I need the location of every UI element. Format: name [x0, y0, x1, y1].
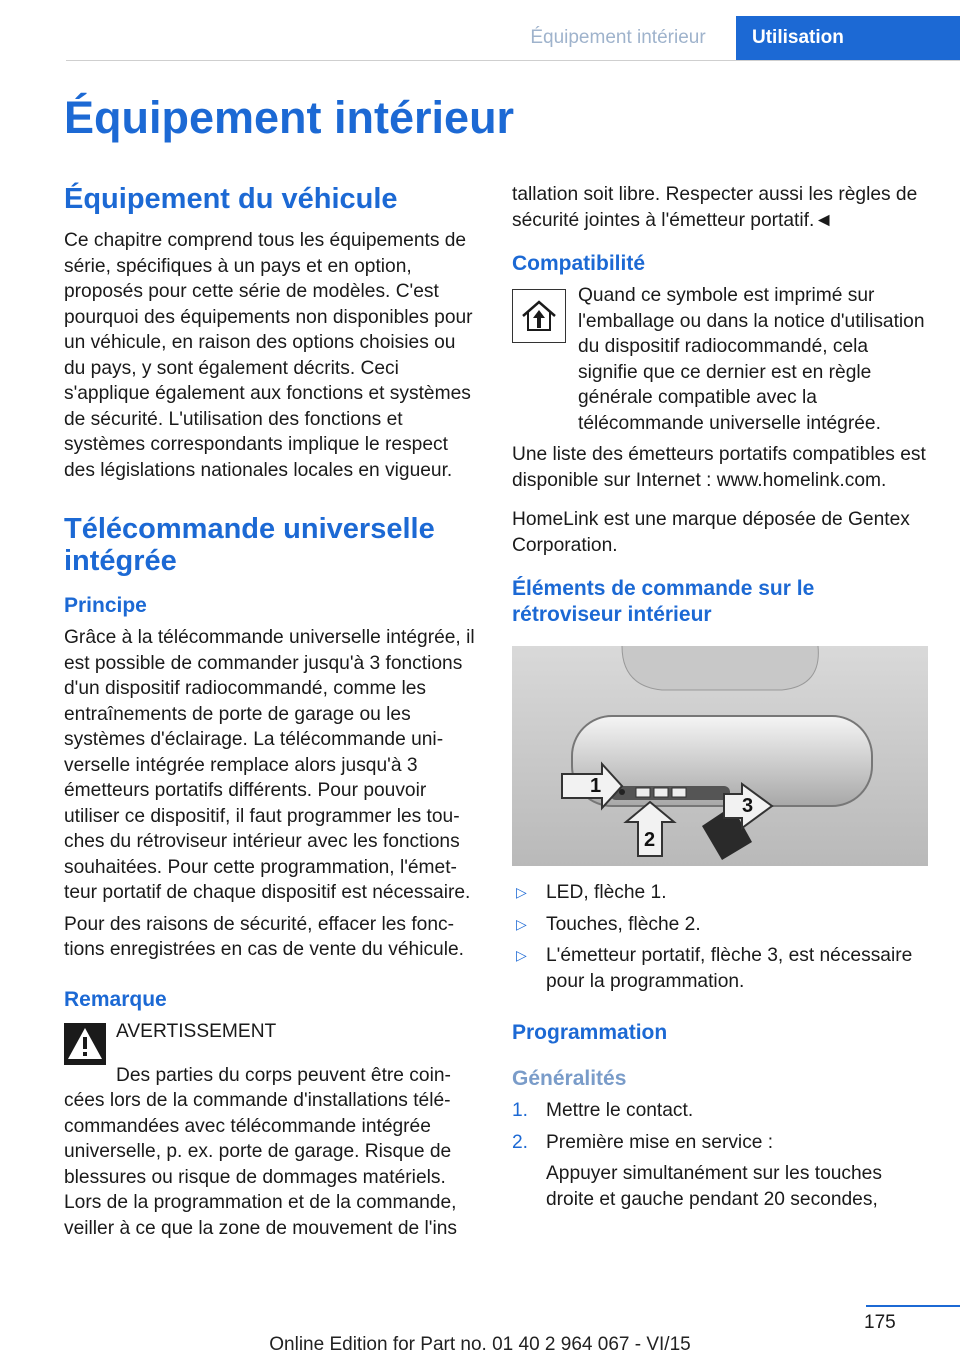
warning-title: AVERTISSEMENT — [116, 1020, 277, 1042]
paragraph-equipement: Ce chapitre comprend tous les équipements de série, spécifiques à un pays et en option, proposés pour cette série de modèles. C'est pourquoi des équipements non disponibles pour un véhicule, en raison des options choisies ou du pays, y sont également décrits. Ceci s'applique également aux fonctions et systèmes de sécurité. L'utilisation des fonctions et systèmes correspondants implique le respect des législations nationales locales en vigueur. — [64, 230, 473, 481]
paragraph-compat-3: HomeLink est une marque déposée de Gentex Corporation. — [512, 509, 910, 556]
header-active-tab[interactable]: Utilisation — [736, 16, 960, 60]
figure-label-2: 2 — [644, 829, 656, 851]
right-column — [512, 182, 928, 1218]
triangle-bullet-icon: ▷ — [516, 915, 527, 932]
homelink-compat-symbol — [512, 289, 566, 343]
left-column — [64, 182, 478, 1247]
heading-remarque: Remarque — [64, 987, 167, 1011]
heading-compatibilite: Compatibilité — [512, 252, 646, 275]
compat-block — [512, 283, 928, 436]
list-item: ▷ LED, flèche 1. — [512, 880, 928, 906]
steps-list — [512, 1098, 928, 1212]
warning-block — [64, 1019, 478, 1065]
controls-list — [512, 880, 928, 994]
warning-text: Des parties du corps peuvent être coincées lors de la commande d'installations télécommandées avec télécommande intégrée universelle, p. ex. porte de garage. Risque de blessures ou risque de dommages matériels. Lors de la programmation et de la commande, veiller à ce que la zone de mouvement de l'ins — [64, 1064, 457, 1239]
step-item: 1. Mettre le contact. — [512, 1100, 694, 1121]
triangle-bullet-icon: ▷ — [516, 884, 527, 900]
triangle-bullet-icon: ▷ — [516, 947, 527, 963]
paragraph-compat-1: Quand ce symbole est imprimé sur l'emballage ou dans la notice d'utilisation du dispositif radiocommandé, cela signifie que ce dernier est en règle générale compatible avec la télécommande universelle intégrée. — [578, 285, 925, 434]
paragraph-principe-2: Pour des raisons de sécurité, effacer les fonctions enregistrées en cas de vente du véhicule. — [64, 913, 464, 960]
heading-principe: Principe — [64, 594, 147, 617]
header-section-tab[interactable]: Équipement intérieur — [530, 27, 706, 48]
page-title: Équipement intérieur — [64, 92, 515, 143]
list-item: ▷ Touches, flèche 2. — [512, 912, 928, 938]
heading-telecommande: Télécommande universelle intégrée — [64, 513, 435, 577]
heading-elements-commande: Éléments de commande sur le rétroviseur intérieur — [512, 577, 815, 626]
heading-equipement-vehicule: Équipement du véhicule — [64, 183, 398, 215]
heading-generalites: Généralités — [512, 1067, 627, 1090]
list-item: ▷ L'émetteur portatif, flèche 3, est nécessaire pour la programmation. — [516, 945, 913, 992]
paragraph-continuation: tallation soit libre. Respecter aussi les règles de sécurité jointes à l'émetteur portatif.◄ — [512, 184, 918, 231]
figure-label-1: 1 — [590, 775, 602, 797]
header-divider — [66, 60, 960, 61]
footer-edition: Online Edition for Part no. 01 40 2 964 067 - VI/15 — [269, 1334, 691, 1355]
step-2-detail: Appuyer simultanément sur les touches droite et gauche pendant 20 secondes, — [546, 1163, 882, 1210]
mirror-controls-image — [512, 646, 928, 866]
step-item: 2. Première mise en service : Appuyer simultanément sur les touches droite et gauche pendant 20 secondes, — [512, 1130, 928, 1213]
footer-rule — [866, 1305, 960, 1307]
page-number: 175 — [864, 1312, 896, 1333]
heading-programmation: Programmation — [512, 1021, 668, 1044]
paragraph-compat-2: Une liste des émetteurs portatifs compatibles est disponible sur Internet : www.homelink.com. — [512, 444, 926, 491]
figure-label-3: 3 — [742, 795, 754, 817]
house-arrow-icon — [519, 298, 559, 334]
paragraph-principe-1: Grâce à la télécommande universelle intégrée, il est possible de commander jusqu'à 3 fonctions d'un dispositif radiocommandé, comme les entraînements de porte de garage ou les systèmes d'éclairage. La télécommande universelle intégrée remplace alors jusqu'à 3 émetteurs portatifs différents. Pour pouvoir utiliser ce dispositif, il faut programmer les touches du rétroviseur intérieur avec les fonctions souhaitées. Pour cette programmation, l'émetteur portatif de chaque dispositif est nécessaire. — [64, 627, 475, 903]
warning-icon — [64, 1023, 106, 1065]
